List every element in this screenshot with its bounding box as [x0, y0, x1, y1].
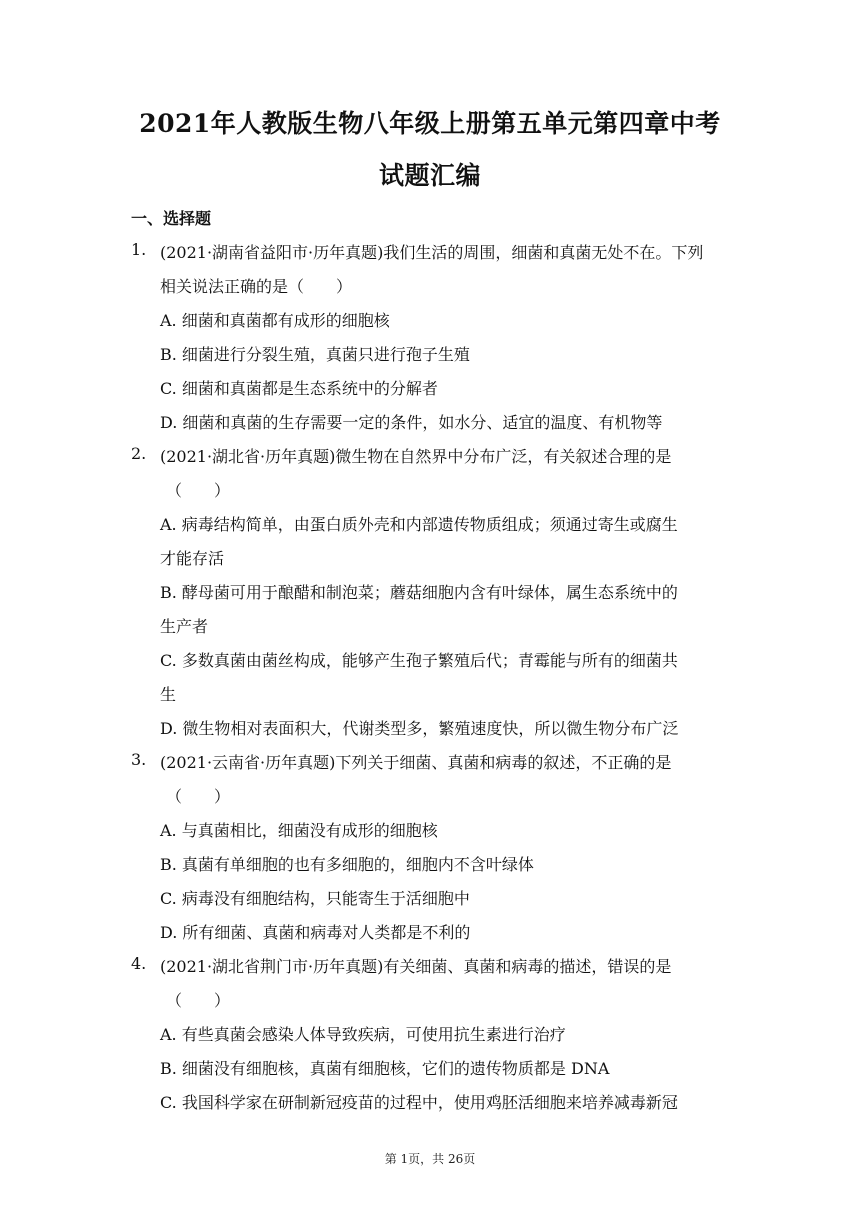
answer-option: A. 与真菌相比，细菌没有成形的细胞核: [160, 821, 438, 840]
question-stem-line: （ ）: [166, 787, 231, 806]
page-footer: 第 1页，共 26页: [384, 1152, 476, 1166]
question-stem-line: (2021·云南省·历年真题)下列关于细菌、真菌和病毒的叙述，不正确的是: [160, 753, 672, 772]
answer-option: D. 细菌和真菌的生存需要一定的条件，如水分、适宜的温度、有机物等: [160, 413, 663, 432]
answer-option: C. 细菌和真菌都是生态系统中的分解者: [160, 379, 438, 398]
question-number: 3.: [131, 750, 147, 769]
question-stem-line: (2021·湖北省荆门市·历年真题)有关细菌、真菌和病毒的描述，错误的是: [160, 957, 672, 976]
section-heading: 一、选择题: [131, 209, 212, 228]
answer-option: D. 微生物相对表面积大，代谢类型多，繁殖速度快，所以微生物分布广泛: [160, 719, 679, 738]
question-stem-line: （ ）: [166, 991, 231, 1010]
document-title-line-1: 2021年人教版生物八年级上册第五单元第四章中考: [139, 109, 721, 138]
answer-option: C. 我国科学家在研制新冠疫苗的过程中，使用鸡胚活细胞来培养减毒新冠: [160, 1093, 678, 1112]
answer-option: D. 所有细菌、真菌和病毒对人类都是不利的: [160, 923, 471, 942]
answer-option: B. 酵母菌可用于酿醋和制泡菜；蘑菇细胞内含有叶绿体，属生态系统中的: [160, 583, 678, 602]
answer-option: C. 病毒没有细胞结构，只能寄生于活细胞中: [160, 889, 470, 908]
answer-option: B. 真菌有单细胞的也有多细胞的，细胞内不含叶绿体: [160, 855, 534, 874]
question-stem-line: (2021·湖北省·历年真题)微生物在自然界中分布广泛，有关叙述合理的是: [160, 447, 672, 466]
answer-option-continuation: 生: [160, 685, 177, 704]
question-stem-line: （ ）: [166, 481, 231, 500]
question-stem-line: (2021·湖南省益阳市·历年真题)我们生活的周围，细菌和真菌无处不在。下列: [160, 243, 704, 262]
question-number: 4.: [131, 954, 147, 973]
answer-option: A. 细菌和真菌都有成形的细胞核: [160, 311, 390, 330]
question-number: 2.: [131, 444, 147, 463]
question-number: 1.: [131, 240, 147, 259]
answer-option: B. 细菌进行分裂生殖，真菌只进行孢子生殖: [160, 345, 470, 364]
answer-option: A. 有些真菌会感染人体导致疾病，可使用抗生素进行治疗: [160, 1025, 566, 1044]
answer-option: A. 病毒结构简单，由蛋白质外壳和内部遗传物质组成；须通过寄生或腐生: [160, 515, 678, 534]
answer-option: C. 多数真菌由菌丝构成，能够产生孢子繁殖后代；青霉能与所有的细菌共: [160, 651, 678, 670]
answer-option-continuation: 生产者: [160, 617, 209, 636]
answer-option-continuation: 才能存活: [160, 549, 225, 568]
answer-option: B. 细菌没有细胞核，真菌有细胞核，它们的遗传物质都是 DNA: [160, 1059, 610, 1078]
question-stem-line: 相关说法正确的是（ ）: [160, 277, 353, 296]
document-title-line-2: 试题汇编: [378, 161, 481, 190]
